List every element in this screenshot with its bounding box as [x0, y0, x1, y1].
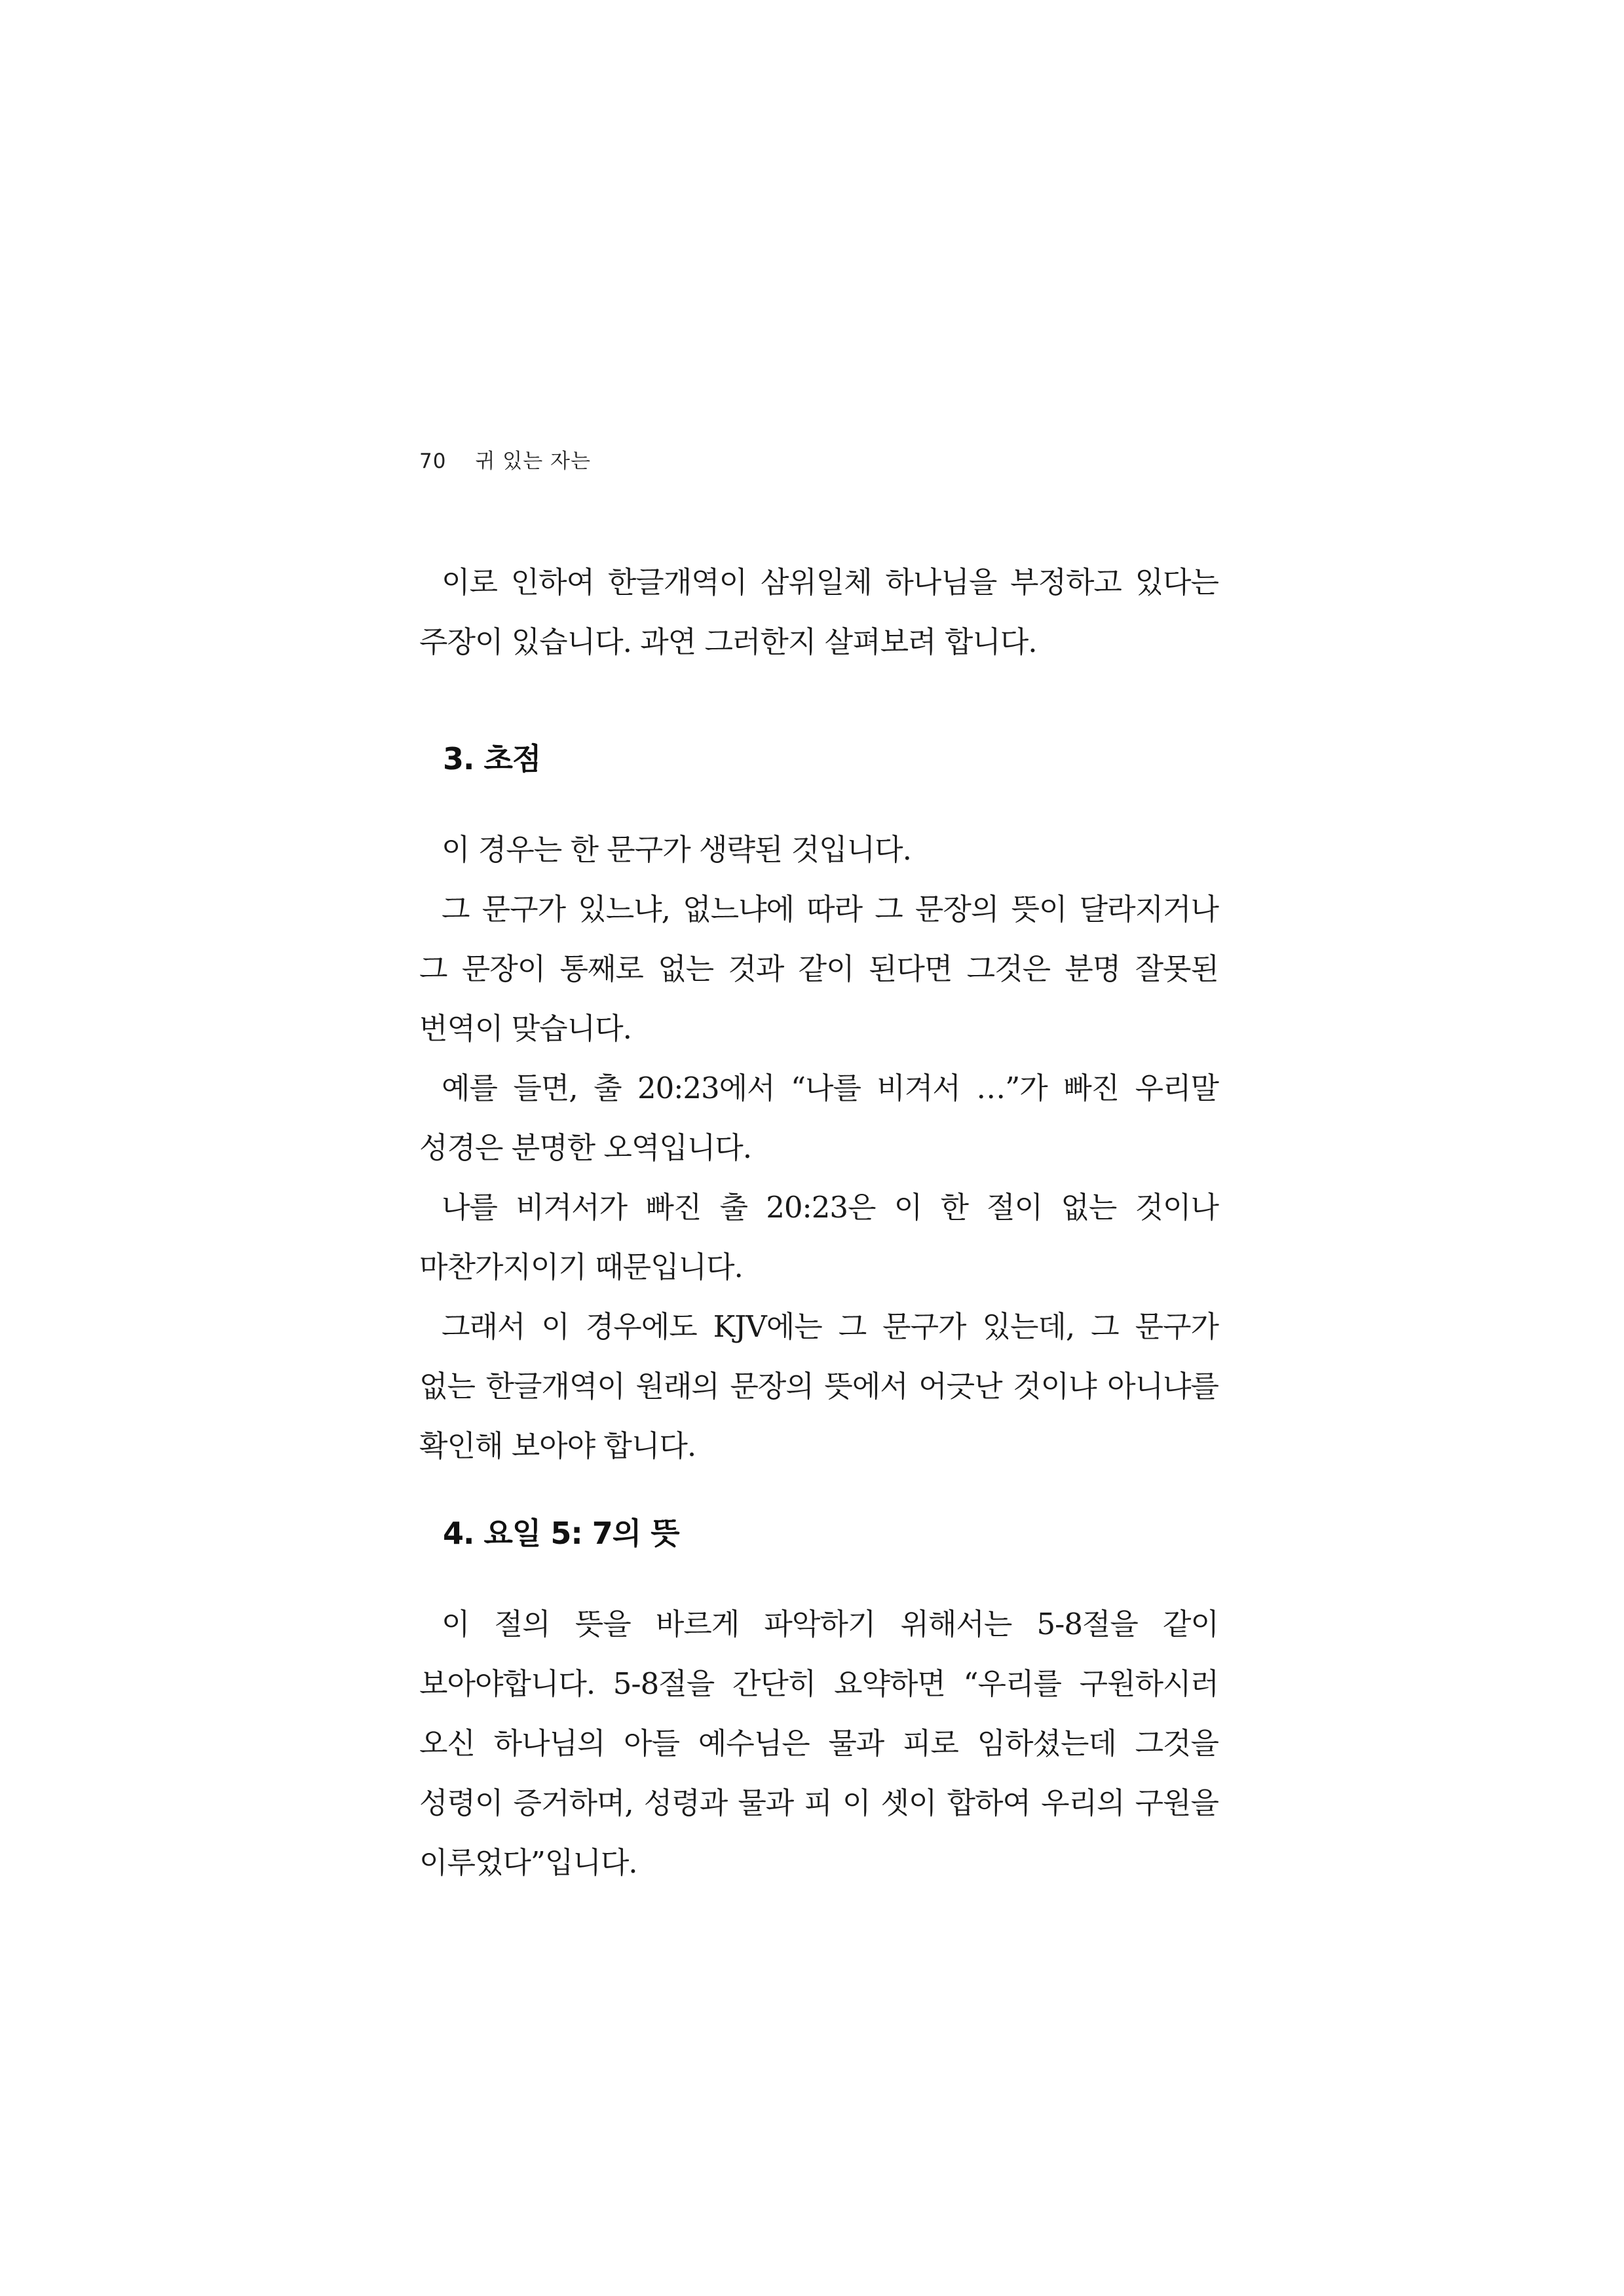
paragraph: 그래서 이 경우에도 KJV에는 그 문구가 있는데, 그 문구가 없는 한글개역이 원래의 문장의 뜻에서 어긋난 것이냐 아니냐를 확인해 보아야 합니다.	[419, 1309, 1218, 1463]
paragraph: 이 절의 뜻을 바르게 파악하기 위해서는 5-8절을 같이 보아야합니다. 5-8절을 간단히 요약하면 “우리를 구원하시러 오신 하나님의 아들 예수님은 물과 피로 임하셨는데 그것을 성령이 증거하며, 성령과 물과 피 이 셋이 합하여 우리의 구원을 이루었다”입니다.	[419, 1607, 1218, 1880]
paragraph: 이로 인하여 한글개역이 삼위일체 하나님을 부정하고 있다는 주장이 있습니다. 과연 그러한지 살펴보려 합니다.	[419, 565, 1218, 659]
section-3-body	[419, 820, 1218, 1476]
running-header	[419, 444, 591, 474]
paragraph: 나를 비겨서가 빠진 출 20:23은 이 한 절이 없는 것이나 마찬가지이기 때문입니다.	[419, 1190, 1218, 1284]
section-heading-4: 4. 요일 5: 7의 뜻	[443, 1516, 679, 1551]
paragraph: 예를 들면, 출 20:23에서 “나를 비겨서 …”가 빠진 우리말 성경은 분명한 오역입니다.	[419, 1071, 1218, 1165]
paragraph: 그 문구가 있느냐, 없느냐에 따라 그 문장의 뜻이 달라지거나 그 문장이 통째로 없는 것과 같이 된다면 그것은 분명 잘못된 번역이 맞습니다.	[419, 892, 1218, 1046]
page-number: 70	[419, 450, 447, 473]
section-4-body	[419, 1594, 1218, 1892]
intro-text	[419, 552, 1218, 672]
paragraph: 이 경우는 한 문구가 생략된 것입니다.	[442, 832, 911, 867]
book-title: 귀 있는 자는	[475, 450, 591, 473]
section-heading-3: 3. 초점	[443, 741, 541, 776]
